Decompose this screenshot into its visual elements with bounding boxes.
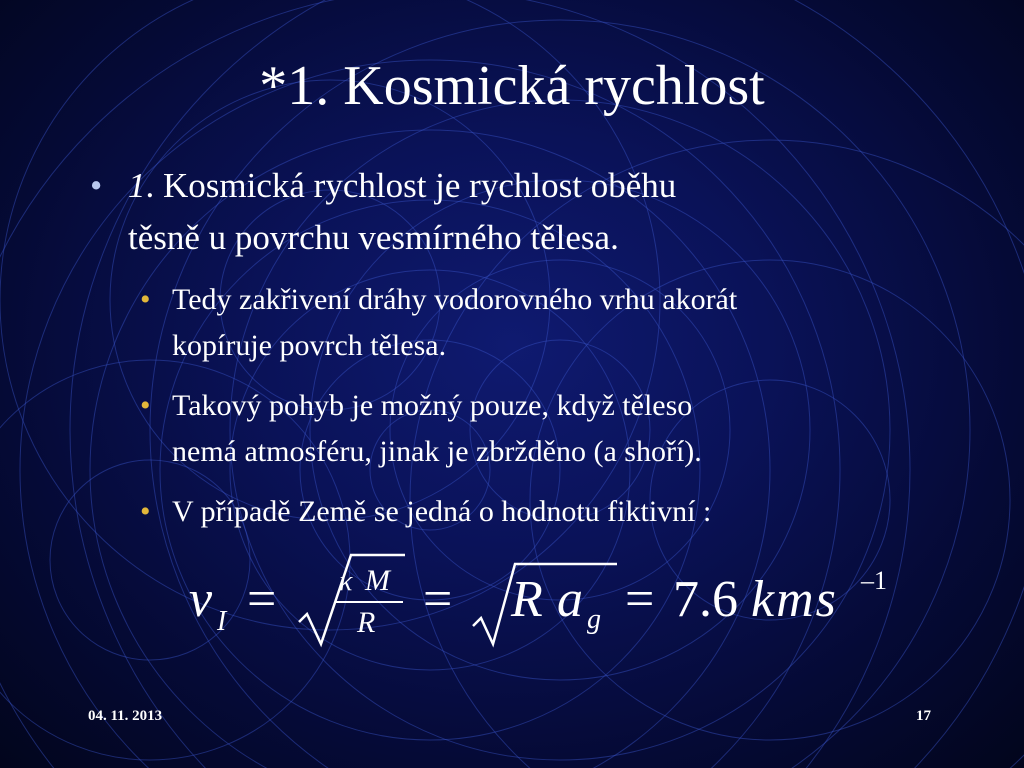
- sub-bullet-3: [140, 492, 1000, 536]
- main-bullet-text-1: . Kosmická rychlost je rychlost oběhu: [145, 166, 677, 205]
- sub-bullet-1-line-2: kopíruje povrch tělesa.: [172, 329, 447, 362]
- footer-page-number: 17: [916, 708, 931, 724]
- sub-bullet-marker: •: [140, 389, 151, 422]
- formula-v-subscript: I: [217, 606, 227, 637]
- main-bullet-lead: 1: [128, 166, 146, 205]
- formula-equals-1: =: [247, 571, 277, 628]
- formula-exponent: –1: [861, 566, 887, 595]
- formula-v: v: [189, 571, 213, 628]
- formula-acceleration-a: a: [557, 571, 583, 628]
- sub-bullet-1: [140, 280, 1000, 364]
- main-bullet-line-1: [128, 162, 676, 209]
- fraction-bar: [335, 600, 405, 604]
- formula-a-subscript: g: [587, 604, 601, 635]
- sub-bullet-3-line-1: V případě Země se jedná o hodnotu fiktivní :: [172, 495, 712, 528]
- formula-kappa: κ: [339, 566, 353, 597]
- sub-bullet-marker: •: [140, 495, 151, 528]
- sub-bullet-1-line-1: Tedy zakřivení dráhy vodorovného vrhu akorát: [172, 283, 738, 316]
- sub-bullet-2-line-2: nemá atmosféru, jinak je zbržděno (a shoří).: [172, 435, 702, 468]
- formula-radius-R: R: [511, 571, 543, 628]
- orbital-velocity-formula: [185, 552, 905, 648]
- sub-bullet-marker: •: [140, 283, 151, 316]
- sub-bullet-2-line-1: Takový pohyb je možný pouze, když těleso: [172, 389, 693, 422]
- formula-equals-3: =: [625, 571, 655, 628]
- formula-mass-M: M: [365, 564, 390, 597]
- formula-units: kms: [751, 571, 838, 628]
- bullet-marker: •: [90, 166, 103, 205]
- formula-radius-denominator: R: [357, 606, 376, 639]
- formula-value: 7.6: [673, 571, 738, 628]
- sub-bullet-2: [140, 386, 1000, 470]
- footer-date: 04. 11. 2013: [88, 708, 163, 724]
- main-bullet-line-2: těsně u povrchu vesmírného tělesa.: [128, 218, 619, 257]
- slide-title: *1. Kosmická rychlost: [259, 55, 765, 117]
- formula-equals-2: =: [423, 571, 453, 628]
- main-bullet: [90, 162, 990, 262]
